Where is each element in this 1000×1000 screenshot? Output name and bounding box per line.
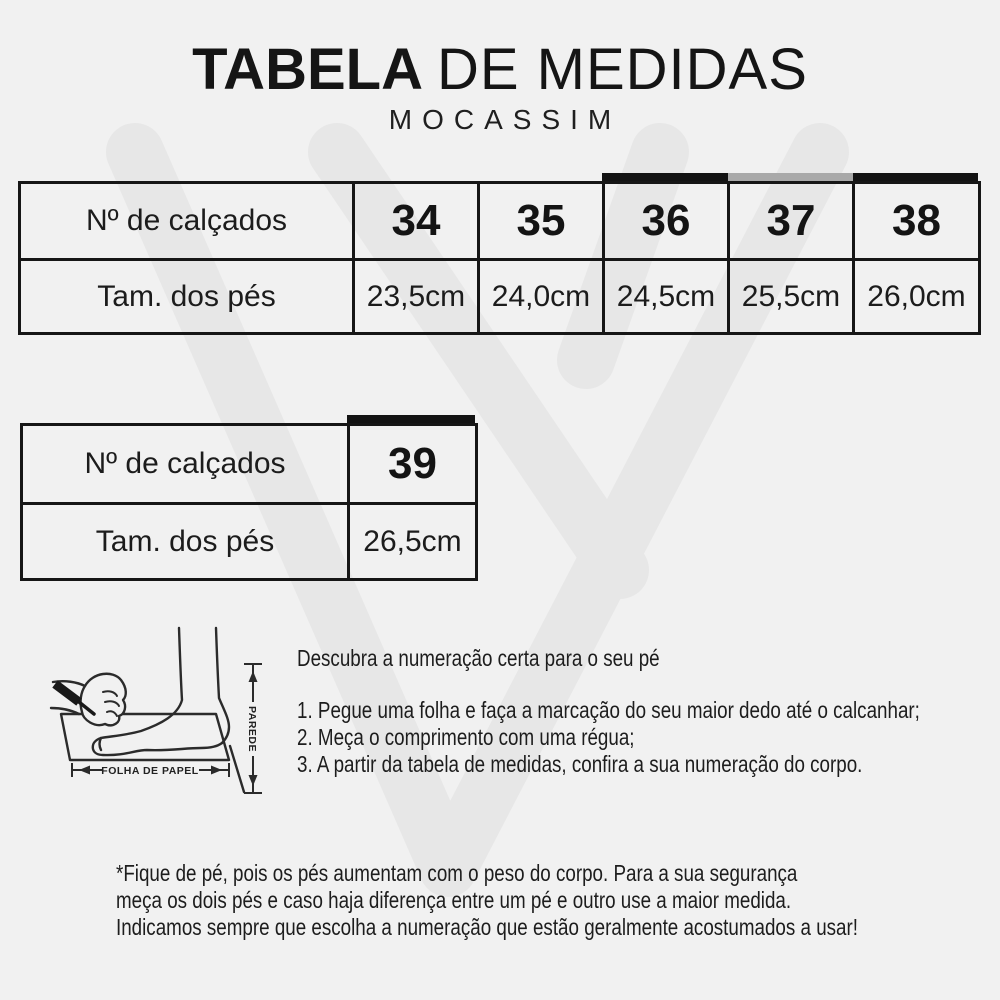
- page-title: [0, 37, 1000, 102]
- foot-length-cell: 24,5cm: [604, 260, 729, 334]
- dimension-arrow-left-icon: [79, 766, 90, 775]
- size-38-highlight-bar: [853, 173, 978, 181]
- instructions-block: [297, 645, 1000, 778]
- page-title-bold: TABELA: [192, 37, 423, 102]
- toe-detail: [100, 738, 102, 750]
- leg-heel-outline: [216, 628, 229, 743]
- shoe-size-cell: 37: [729, 183, 854, 260]
- row-label-foot-length: Tam. dos pés: [22, 504, 349, 580]
- instruction-step-2: 2. Meça o comprimento com uma régua;: [297, 724, 635, 750]
- shoe-size-cell: 35: [479, 183, 604, 260]
- page-title-light: DE MEDIDAS: [436, 37, 808, 102]
- table-row-foot-lengths: [20, 260, 980, 334]
- instructions-heading: Descubra a numeração certa para o seu pé: [297, 645, 660, 671]
- table-row-shoe-numbers: [20, 183, 980, 260]
- hand-outline: [81, 674, 126, 726]
- shoe-size-cell: 34: [354, 183, 479, 260]
- marker-pen: [55, 684, 79, 702]
- foot-length-cell: 26,0cm: [854, 260, 980, 334]
- foot-length-cell: 25,5cm: [729, 260, 854, 334]
- row-label-shoe-number: Nº de calçados: [20, 183, 354, 260]
- table-row-shoe-numbers: [22, 425, 477, 504]
- dimension-arrow-up-icon: [249, 671, 258, 682]
- footnote-line-3: Indicamos sempre que escolha a numeração que estão geralmente acostumados a usar!: [116, 914, 858, 940]
- wall-label: PAREDE: [246, 706, 258, 752]
- size-39-highlight-bar: [347, 415, 475, 423]
- instruction-step-1: 1. Pegue uma folha e faça a marcação do seu maior dedo até o calcanhar;: [297, 697, 920, 723]
- dimension-arrow-right-icon: [211, 766, 222, 775]
- footnote-line-2: meça os dois pés e caso haja diferença entre um pé e outro use a maior medida.: [116, 887, 792, 913]
- row-label-shoe-number: Nº de calçados: [22, 425, 349, 504]
- footnote-line-1: *Fique de pé, pois os pés aumentam com o peso do corpo. Para a sua segurança: [116, 860, 798, 886]
- shoe-size-cell: 36: [604, 183, 729, 260]
- size-table-main: [18, 181, 978, 335]
- footnote-block: [116, 860, 1000, 941]
- table-row-foot-lengths: [22, 504, 477, 580]
- page-subtitle: MOCASSIM: [388, 104, 622, 135]
- paper-label: FOLHA DE PAPEL: [101, 765, 199, 777]
- shoe-size-cell: 39: [349, 425, 477, 504]
- foot-length-cell: 26,5cm: [349, 504, 477, 580]
- wall-edge-line: [230, 746, 244, 792]
- size-36-highlight-bar: [602, 173, 728, 181]
- foot-measuring-illustration: [35, 622, 315, 818]
- size-37-highlight-bar: [728, 173, 853, 181]
- instruction-step-3: 3. A partir da tabela de medidas, confira a sua numeração do corpo.: [297, 751, 863, 777]
- size-table-extra: [20, 423, 475, 581]
- dimension-arrow-down-icon: [249, 775, 258, 786]
- shoe-size-cell: 38: [854, 183, 980, 260]
- row-label-foot-length: Tam. dos pés: [20, 260, 354, 334]
- foot-length-cell: 23,5cm: [354, 260, 479, 334]
- foot-length-cell: 24,0cm: [479, 260, 604, 334]
